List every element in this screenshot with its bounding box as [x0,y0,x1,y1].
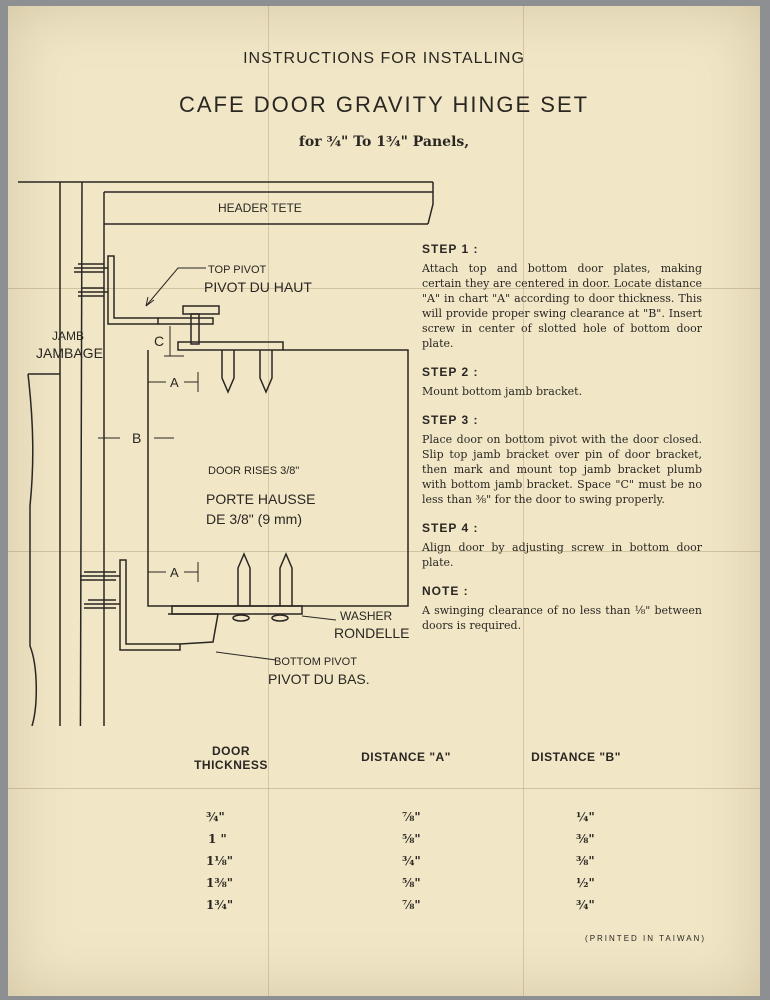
step-2 [422,365,702,399]
bottom-door-plate [172,606,302,614]
door-panel [148,350,408,606]
step-text: Align door by adjusting screw in bottom door plate. [422,541,702,569]
table-cell: ⅜" [576,832,595,846]
step-text: Attach top and bottom door plates, making certain they are centered in door. Locate distance "A" in chart "A" according to door thickness. This will provide proper swing clearance at "B". Insert screw in center of slotted hole of bottom door plate. [422,262,702,350]
col-header-distance-a: DISTANCE "A" [361,750,451,764]
washer-leader [302,616,336,620]
label-pivot-du-bas: PIVOT DU BAS. [268,671,370,687]
label-top-pivot: TOP PIVOT [208,264,267,276]
step-heading: STEP 3 : [422,413,479,427]
table-cell: 1⅜" [206,876,234,890]
label-dist-a-bottom: A [170,565,179,580]
step-3 [422,413,702,507]
top-screw [222,350,234,392]
label-header: HEADER TETE [218,201,302,215]
top-bracket-arm [158,318,213,324]
wall-profile [28,374,36,726]
label-dist-a-top: A [170,375,179,390]
note-text: A swinging clearance of no less than ⅛" between doors is required. [422,604,702,632]
label-porte-hausse: PORTE HAUSSE [206,491,316,507]
note [422,584,702,633]
note-heading: NOTE : [422,584,469,598]
label-jamb: JAMB [52,329,85,343]
table-cell: ¾" [576,898,595,912]
bottom-screw [280,554,292,606]
step-heading: STEP 1 : [422,242,479,256]
title-panel-range: for ¾" To 1¾" Panels, [298,134,470,150]
col-header-door-thickness: DOOR THICKNESS [194,744,268,772]
table-cell: 1⅛" [206,854,234,868]
table-cell: ⅝" [402,876,421,890]
step-heading: STEP 2 : [422,365,479,379]
jamb-screw [74,264,108,272]
table-cell: ⅞" [402,810,421,824]
title-product: CAFE DOOR GRAVITY HINGE SET [178,92,590,117]
table-cell: ⅞" [402,898,421,912]
label-de-3-8: DE 3/8" (9 mm) [206,511,302,527]
bottom-pivot-block [168,614,218,644]
step-4 [422,521,702,570]
table-cell: ¼" [576,810,595,824]
bottom-screw [238,554,250,606]
label-jambage: JAMBAGE [36,345,103,361]
header-end [428,182,433,224]
bottom-pivot-leader [216,652,276,660]
step-heading: STEP 4 : [422,521,479,535]
top-screw [260,350,272,392]
washer [233,615,249,621]
label-pivot-du-haut: PIVOT DU HAUT [204,279,312,295]
step-1 [422,242,702,351]
col-header-distance-b: DISTANCE "B" [531,750,621,764]
title-instructions: INSTRUCTIONS FOR INSTALLING [243,50,525,67]
top-jamb-bracket [108,256,158,324]
label-rondelle: RONDELLE [334,625,410,641]
top-door-plate [178,342,283,350]
top-pivot-leader [146,268,206,306]
table-cell: 1 " [208,832,227,846]
fold-crease [8,788,760,789]
top-pivot-cap [183,306,219,314]
step-text: Place door on bottom pivot with the door closed. Slip top jamb bracket over pin of door bracket, then mark and mount top jamb bracket plumb with bottom jamb bracket. Space "C" must be no less than ⅜" for the door to swing properly. [422,433,702,506]
printed-in-taiwan: (PRINTED IN TAIWAN) [585,934,706,943]
label-dist-c: C [154,333,165,349]
instruction-sheet [8,6,760,996]
steps-column [422,242,702,647]
step-text: Mount bottom jamb bracket. [422,385,583,398]
jamb-screw [84,600,120,608]
table-cell: ¾" [206,810,225,824]
label-door-rises: DOOR RISES 3/8" [208,465,300,477]
label-dist-b: B [132,430,142,446]
table-cell: ¾" [402,854,421,868]
label-bottom-pivot: BOTTOM PIVOT [274,656,357,668]
label-washer: WASHER [340,609,393,623]
table-cell: ½" [576,876,595,890]
jamb-screw [80,572,120,580]
table-cell: ⅜" [576,854,595,868]
table-cell: 1¾" [206,898,234,912]
washer [272,615,288,621]
table-cell: ⅝" [402,832,421,846]
